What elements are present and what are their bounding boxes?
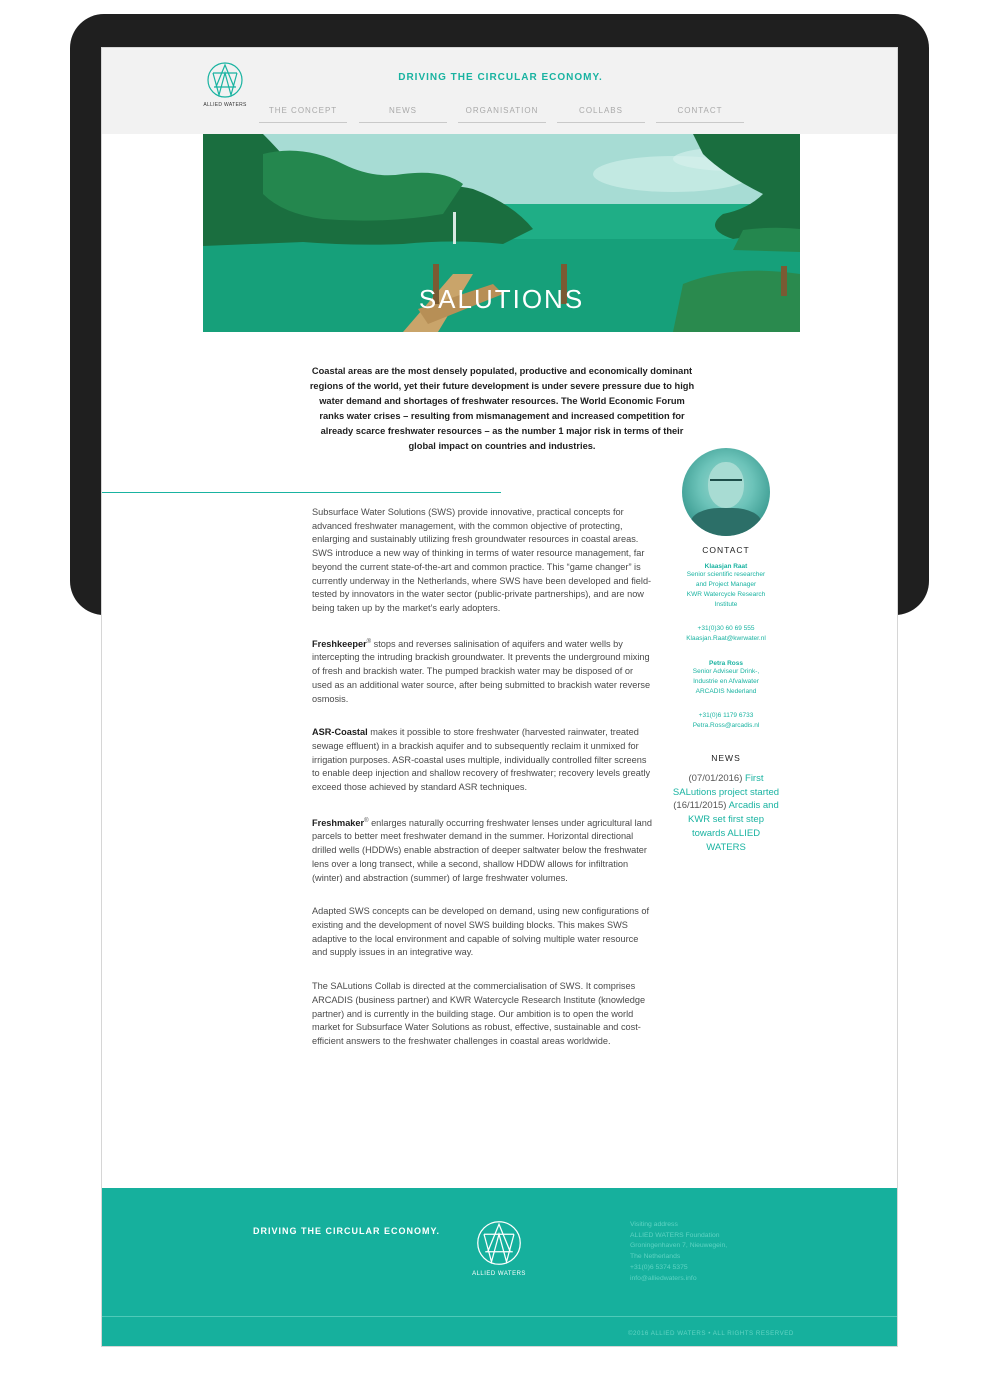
contact-email[interactable]: Klaasjan.Raat@kwrwater.nl xyxy=(686,635,766,642)
footer-phone[interactable]: +31(0)6 5374 5375 xyxy=(630,1263,688,1271)
freshkeeper-term: Freshkeeper xyxy=(312,638,367,649)
body-paragraph-4 xyxy=(312,815,652,886)
footer-copyright: ©2016 ALLIED WATERS • ALL RIGHTS RESERVED xyxy=(628,1330,794,1337)
asr-coastal-text: makes it possible to store freshwater (harvested rainwater, treated sewage effluent) in a brackish aquifer and to subsequently reclaim it unmixed for irrigation purposes. ASR-coastal uses multiple, individually controlled filter screens to enable deep injection and shallow recovery of freshwater; recovery levels greatly exceed those achieved by standard ASR techniques. xyxy=(312,727,651,793)
contact-avatar xyxy=(682,448,770,536)
nav-the-concept[interactable]: THE CONCEPT xyxy=(259,106,347,123)
address-line: The Netherlands xyxy=(630,1253,681,1261)
news-item xyxy=(672,799,780,854)
site-footer xyxy=(102,1188,898,1347)
nav-news[interactable]: NEWS xyxy=(359,106,447,123)
freshkeeper-text: stops and reverses salinisation of aquifers and water wells by intercepting the intruding brackish groundwater. It prevents the underground mixing of fresh and brackish water. The pumped brackish water may be disposed of or used as an additional water source, after being submitted to brackish water reverse osmosis. xyxy=(312,638,651,704)
hero-title: SALUTIONS xyxy=(418,284,585,314)
sidebar xyxy=(672,448,780,854)
contact-details xyxy=(672,624,780,644)
contact-name: Petra Ross xyxy=(709,660,743,667)
address-line: Visiting address xyxy=(630,1221,678,1228)
news-date: (07/01/2016) xyxy=(688,773,743,784)
contact-role xyxy=(672,570,780,610)
contact-phone[interactable]: +31(0)30 60 69 555 xyxy=(697,625,755,632)
news-list xyxy=(672,772,780,854)
body-paragraph-5: Adapted SWS concepts can be developed on demand, using new configurations of existing and the development of novel SWS building blocks. This makes SWS adaptive to the local environment and capable of solving multiple water resource and supply issues in an integrative way. xyxy=(312,906,650,958)
contact-role-line: ARCADIS Nederland xyxy=(695,688,757,695)
news-item xyxy=(672,772,780,799)
contact-role-line: Industrie en Afvalwater xyxy=(693,678,759,685)
footer-address xyxy=(630,1220,727,1284)
news-link[interactable]: First SALutions project started xyxy=(672,773,780,798)
nav-contact[interactable]: CONTACT xyxy=(656,106,744,123)
contact-email[interactable]: Petra.Ross@arcadis.nl xyxy=(692,722,760,729)
footer-email[interactable]: info@alliedwaters.info xyxy=(630,1274,697,1282)
footer-tagline: DRIVING THE CIRCULAR ECONOMY. xyxy=(253,1226,441,1236)
contact-phone[interactable]: +31(0)6 1179 6733 xyxy=(698,712,754,719)
body-paragraph-3 xyxy=(312,726,652,795)
registered-mark: ® xyxy=(364,817,369,824)
footer-logo[interactable] xyxy=(470,1218,528,1277)
contact-role xyxy=(672,667,780,697)
freshmaker-term: Freshmaker xyxy=(312,817,365,828)
contact-role-line: Senior Adviseur Drink-, xyxy=(692,668,760,675)
contact-heading: CONTACT xyxy=(702,545,750,555)
address-line: ALLIED WATERS Foundation xyxy=(630,1231,720,1239)
contact-name: Klaasjan Raat xyxy=(704,563,748,570)
contact-role-line: KWR Watercycle Research xyxy=(686,591,766,598)
intro-paragraph: Coastal areas are the most densely populated, productive and economically dominant regions of the world, yet their future development is under severe pressure due to high water demand and shortages of freshwater resources. The World Economic Forum ranks water crises – resulting from mismanagement and increased competition for already scarce freshwater resources – as the number 1 major risk in terms of their global impact on countries and industries. xyxy=(309,366,695,451)
allied-waters-logo-icon xyxy=(474,1218,524,1268)
header-tagline: DRIVING THE CIRCULAR ECONOMY. xyxy=(398,72,603,83)
news-link[interactable]: Arcadis and KWR set first step towards ALLIED WATERS xyxy=(687,800,779,853)
freshmaker-text: enlarges naturally occurring freshwater lenses under agricultural land parcels to better meet freshwater demand in the summer. Horizontal directional drilled wells (HDDWs) enable abstraction of deeper saltwater below the freshwater lens over a long transect, while a second, shallow HDDW allows for infiltration (winter) and abstraction (summer) of large freshwater volumes. xyxy=(312,817,652,883)
contact-role-line: and Project Manager xyxy=(695,581,757,588)
main-content xyxy=(312,506,652,1069)
address-line: Groningenhaven 7, Nieuwegein, xyxy=(630,1242,728,1250)
nav-organisation[interactable]: ORGANISATION xyxy=(458,106,546,123)
body-paragraph-2 xyxy=(312,636,652,707)
news-heading: NEWS xyxy=(711,753,741,763)
body-paragraph-6: The SALutions Collab is directed at the commercialisation of SWS. It comprises ARCADIS (business partner) and KWR Watercycle Research Institute (knowledge partner) and is currently in the building stage. Our ambition is to open the world market for Subsurface Water Solutions as robust, effective, sustainable and cost-efficient answers to the freshwater challenges in coastal areas worldwide. xyxy=(312,981,646,1046)
contact-role-line: Senior scientific researcher xyxy=(686,571,766,578)
contact-role-line: Institute xyxy=(714,601,738,608)
nav-collabs[interactable]: COLLABS xyxy=(557,106,645,123)
contact-details xyxy=(672,711,780,731)
news-date: (16/11/2015) xyxy=(673,800,727,812)
section-divider xyxy=(102,492,501,493)
body-paragraph-1: Subsurface Water Solutions (SWS) provide innovative, practical concepts for advanced freshwater management, with the common objective of protecting, enlarging and sustainably utilizing fresh groundwater resources in coastal areas. SWS introduce a new way of thinking in terms of water resource management, far beyond the current state-of-the-art and common practice. This “game changer” is currently underway in the Netherlands, where SWS have been developed and field-tested by innovators in the water sector (public-private partnerships), and are now being taken up by the market’s early adopters. xyxy=(312,507,652,613)
hero-banner xyxy=(203,134,800,332)
footer-logo-text: ALLIED WATERS xyxy=(472,1271,526,1277)
asr-coastal-term: ASR-Coastal xyxy=(312,727,368,738)
site-header xyxy=(102,48,898,134)
registered-mark: ® xyxy=(366,638,372,645)
footer-divider xyxy=(102,1316,898,1317)
logo-text: ALLIED WATERS xyxy=(203,102,247,108)
web-page xyxy=(101,47,898,1347)
site-logo[interactable] xyxy=(200,60,250,108)
